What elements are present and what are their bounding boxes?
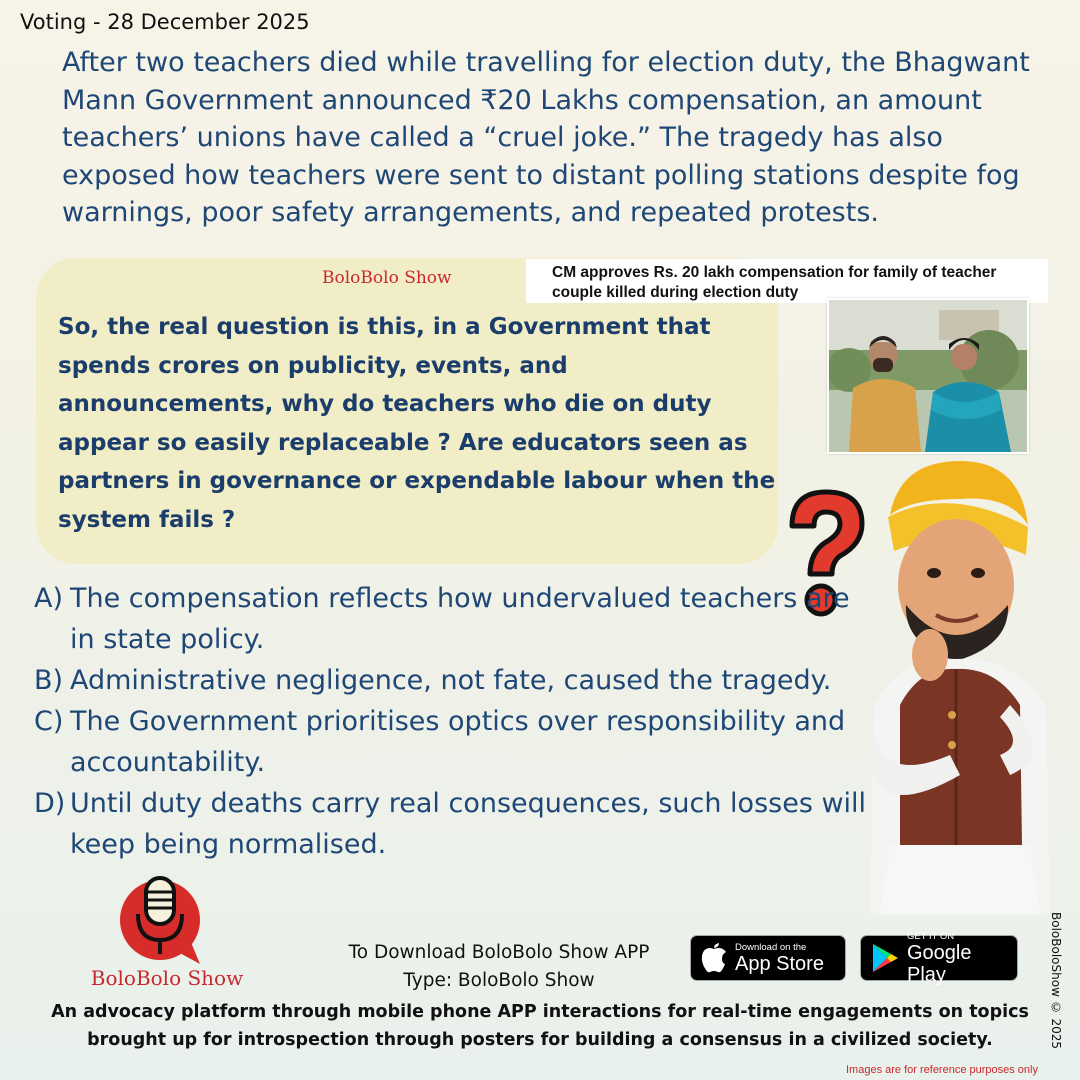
download-instructions — [330, 939, 668, 995]
app-store-big: App Store — [735, 952, 824, 975]
app-store-button[interactable] — [690, 935, 846, 981]
couple-photo-illustration — [829, 300, 1027, 452]
news-photo — [827, 298, 1029, 454]
option-letter: D) — [34, 788, 66, 819]
question-text: So, the real question is this, in a Government that spends crores on publicity, events, and announcements, why do teachers who die on duty appear so easily replaceable ? Are educators seen as partners in governance or expendable labour when the system fails ? — [58, 314, 776, 533]
option-b[interactable] — [34, 660, 874, 701]
google-play-big: Google Play — [907, 941, 972, 986]
intro-paragraph: After two teachers died while travelling for election duty, the Bhagwant Mann Government announced ₹20 Lakhs compensation, an amount teachers’ unions have called a “cruel joke.” The tragedy has also exposed how teachers were sent to distant polling stations despite fog warnings, poor safety arrangements, and repeated protests. — [62, 47, 1030, 228]
option-text: Administrative negligence, not fate, caused the tragedy. — [70, 665, 832, 696]
date-label: Voting - 28 December 2025 — [20, 10, 310, 34]
copyright: BoloBoloShow © 2025 — [1049, 912, 1063, 1050]
option-letter: C) — [34, 706, 64, 737]
news-headline: CM approves Rs. 20 lakh compensation for family of teacher couple killed during election duty — [552, 264, 997, 301]
app-store-small: Download on the — [735, 941, 807, 953]
apple-icon — [701, 943, 727, 973]
logo-name: BoloBolo Show — [90, 966, 244, 990]
download-line-1: To Download BoloBolo Show APP — [348, 942, 650, 963]
option-d[interactable] — [34, 783, 874, 865]
option-a[interactable] — [34, 578, 874, 660]
google-play-button[interactable] — [860, 930, 1018, 986]
download-line-2: Type: BoloBolo Show — [403, 970, 595, 991]
option-text: Until duty deaths carry real consequences, such losses will keep being normalised. — [70, 788, 867, 860]
tagline: An advocacy platform through mobile phone APP interactions for real-time engagements on topics brought up for introspection through posters for building a consensus in a civilized society. — [51, 1002, 1029, 1050]
question-brand: BoloBolo Show — [322, 268, 452, 288]
option-text: The Government prioritises optics over responsibility and accountability. — [70, 706, 846, 778]
google-play-icon — [871, 943, 899, 973]
microphone-icon — [118, 870, 206, 966]
google-play-small: GET IT ON — [907, 930, 955, 942]
disclaimer: Images are for reference purposes only — [846, 1064, 1038, 1076]
option-letter: B) — [34, 665, 64, 696]
politician-caricature — [860, 455, 1060, 915]
answer-options — [34, 578, 874, 865]
option-c[interactable] — [34, 701, 874, 783]
option-text: The compensation reflects how undervalued teachers are in state policy. — [70, 583, 850, 655]
option-letter: A) — [34, 583, 64, 614]
